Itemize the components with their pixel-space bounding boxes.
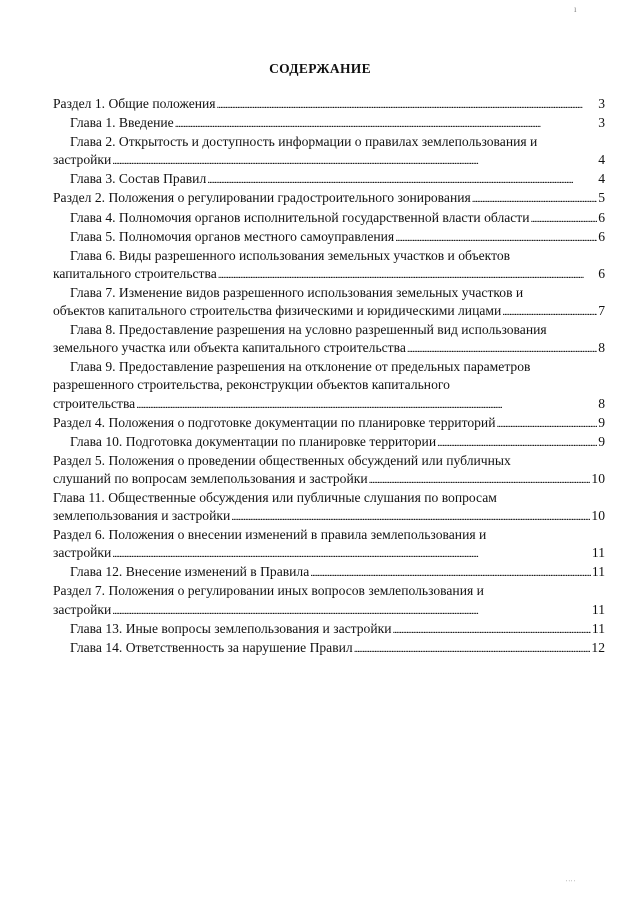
toc-entry-text: застройки (53, 152, 112, 168)
toc-entry (53, 563, 605, 582)
toc-entry (53, 620, 605, 639)
toc-entry-line (53, 395, 605, 414)
toc-entry-line (70, 433, 605, 452)
toc-entry-text: Раздел 6. Положения о внесении изменений в правила землепользования и (53, 527, 487, 543)
scan-mark-bottom: ' ' ' ' (566, 880, 575, 886)
toc-entry (53, 321, 605, 358)
dot-leader (136, 395, 597, 414)
toc-entry-text: Глава 9. Предоставление разрешения на отклонение от предельных параметров (70, 359, 531, 375)
toc-entry (53, 414, 605, 433)
toc-entry-text: разрешенного строительства, реконструкции объектов капитального (53, 377, 450, 393)
toc-entry-line (53, 452, 605, 470)
toc-page-number: 3 (598, 115, 605, 131)
dot-leader (496, 414, 597, 433)
dot-leader (231, 507, 590, 526)
toc-entry-line (70, 563, 605, 582)
scan-mark-top: ı (574, 4, 578, 14)
dot-leader (175, 114, 597, 133)
toc-page-number: 8 (598, 395, 605, 411)
toc-page-number: 8 (598, 340, 605, 356)
toc-entry (53, 639, 605, 658)
toc-entry (53, 526, 605, 563)
toc-entry (53, 189, 605, 208)
toc-page-number: 7 (598, 303, 605, 319)
toc-entry (53, 228, 605, 247)
toc-entry-line (53, 507, 605, 526)
toc-entry-text: Раздел 7. Положения о регулировании иных вопросов землепользования и (53, 583, 484, 599)
toc-entry-text: Глава 2. Открытость и доступность информации о правилах землепользования и (70, 134, 538, 150)
toc-entry-line (53, 489, 605, 507)
toc-entry-text: Глава 8. Предоставление разрешения на условно разрешенный вид использования (70, 322, 547, 338)
dot-leader (393, 620, 591, 639)
toc-entry-line (70, 247, 605, 265)
toc-entry-line (53, 544, 605, 563)
toc-entry-line (70, 133, 605, 151)
toc-entry (53, 170, 605, 189)
toc-page-number: 9 (598, 414, 605, 430)
toc-page-number: 12 (591, 639, 605, 655)
toc-page-number: 6 (598, 228, 605, 244)
toc-entry-text: Глава 6. Виды разрешенного использования земельных участков и объектов (70, 247, 511, 263)
toc-entry-text: Глава 1. Введение (70, 115, 174, 131)
toc-entry-line (70, 170, 605, 189)
toc-entry-text: строительства (53, 395, 136, 411)
toc-entry-text: слушаний по вопросам землепользования и застройки (53, 470, 368, 486)
toc-page-number: 4 (598, 171, 605, 187)
toc-page-number: 9 (598, 433, 605, 449)
toc-entry-text: Раздел 2. Положения о регулировании градостроительного зонирования (53, 190, 471, 206)
toc-page-number: 11 (591, 545, 605, 561)
dot-leader (502, 302, 597, 321)
toc-entry-text: Глава 4. Полномочия органов исполнительной государственной власти области (70, 209, 530, 225)
toc-entry-line (53, 601, 605, 620)
toc-entry-text: Глава 14. Ответственность за нарушение Правил (70, 639, 353, 655)
toc-entry-line (70, 228, 605, 247)
toc-page-number: 4 (598, 152, 605, 168)
dot-leader (437, 433, 597, 452)
toc-entry-line (70, 284, 605, 302)
dot-leader (407, 339, 597, 358)
toc-entry (53, 247, 605, 284)
toc-entry-text: Глава 7. Изменение видов разрешенного использования земельных участков и (70, 284, 524, 300)
toc-entry-text: застройки (53, 601, 112, 617)
toc-entry-line (53, 189, 605, 208)
toc-entry (53, 452, 605, 489)
dot-leader (472, 189, 597, 208)
toc-entry (53, 209, 605, 228)
table-of-contents (53, 95, 605, 658)
toc-entry-text: Глава 10. Подготовка документации по планировке территории (70, 433, 437, 449)
toc-page-number: 5 (598, 190, 605, 206)
toc-entry-text: капитального строительства (53, 265, 217, 281)
toc-entry (53, 133, 605, 170)
toc-page-number: 10 (591, 470, 605, 486)
toc-entry-line (53, 302, 605, 321)
toc-entry-text: Глава 5. Полномочия органов местного самоуправления (70, 228, 395, 244)
toc-entry-line (53, 95, 605, 114)
dot-leader (112, 151, 597, 170)
toc-title: СОДЕРЖАНИЕ (269, 61, 371, 76)
dot-leader (217, 95, 598, 114)
toc-page-number: 6 (598, 209, 605, 225)
toc-entry-text: объектов капитального строительства физическими и юридическими лицами (53, 303, 502, 319)
toc-entry (53, 433, 605, 452)
toc-entry-line (53, 339, 605, 358)
toc-entry-text: Глава 3. Состав Правил (70, 171, 207, 187)
dot-leader (369, 470, 591, 489)
toc-entry-line (70, 358, 605, 376)
toc-entry (53, 489, 605, 526)
toc-entry-line (53, 414, 605, 433)
dot-leader (207, 170, 597, 189)
toc-entry-line (53, 470, 605, 489)
toc-entry (53, 582, 605, 619)
toc-entry-text: Раздел 1. Общие положения (53, 96, 216, 111)
dot-leader (112, 601, 591, 620)
toc-entry-text: Глава 11. Общественные обсуждения или публичные слушания по вопросам (53, 489, 497, 505)
toc-page-number: 3 (598, 96, 605, 111)
toc-page-number: 11 (591, 601, 605, 617)
toc-entry-line (53, 376, 605, 394)
dot-leader (310, 563, 591, 582)
toc-entry-line (70, 620, 605, 639)
toc-entry-line (53, 582, 605, 600)
toc-page-number: 10 (591, 508, 605, 524)
toc-entry-line (53, 265, 605, 284)
dot-leader (531, 209, 598, 228)
toc-entry (53, 284, 605, 321)
toc-entry-line (70, 321, 605, 339)
dot-leader (218, 265, 597, 284)
toc-page-number: 11 (591, 564, 605, 580)
toc-entry-line (53, 151, 605, 170)
toc-entry (53, 114, 605, 133)
toc-entry (53, 358, 605, 413)
toc-entry-text: Раздел 5. Положения о проведении общественных обсуждений или публичных (53, 452, 511, 468)
toc-page-number: 11 (591, 620, 605, 636)
dot-leader (395, 228, 597, 247)
dot-leader (354, 639, 591, 658)
toc-entry-text: земельного участка или объекта капитального строительства (53, 340, 406, 356)
toc-entry-line (70, 209, 605, 228)
toc-entry-text: землепользования и застройки (53, 508, 231, 524)
dot-leader (112, 544, 591, 563)
toc-entry-text: застройки (53, 545, 112, 561)
toc-page-number: 6 (598, 265, 605, 281)
toc-entry-text: Глава 13. Иные вопросы землепользования и застройки (70, 620, 392, 636)
toc-entry-text: Раздел 4. Положения о подготовке документации по планировке территорий (53, 414, 496, 430)
toc-entry-line (53, 526, 605, 544)
toc-entry (53, 95, 605, 114)
toc-entry-line (70, 114, 605, 133)
toc-entry-text: Глава 12. Внесение изменений в Правила (70, 564, 310, 580)
toc-entry-line (70, 639, 605, 658)
